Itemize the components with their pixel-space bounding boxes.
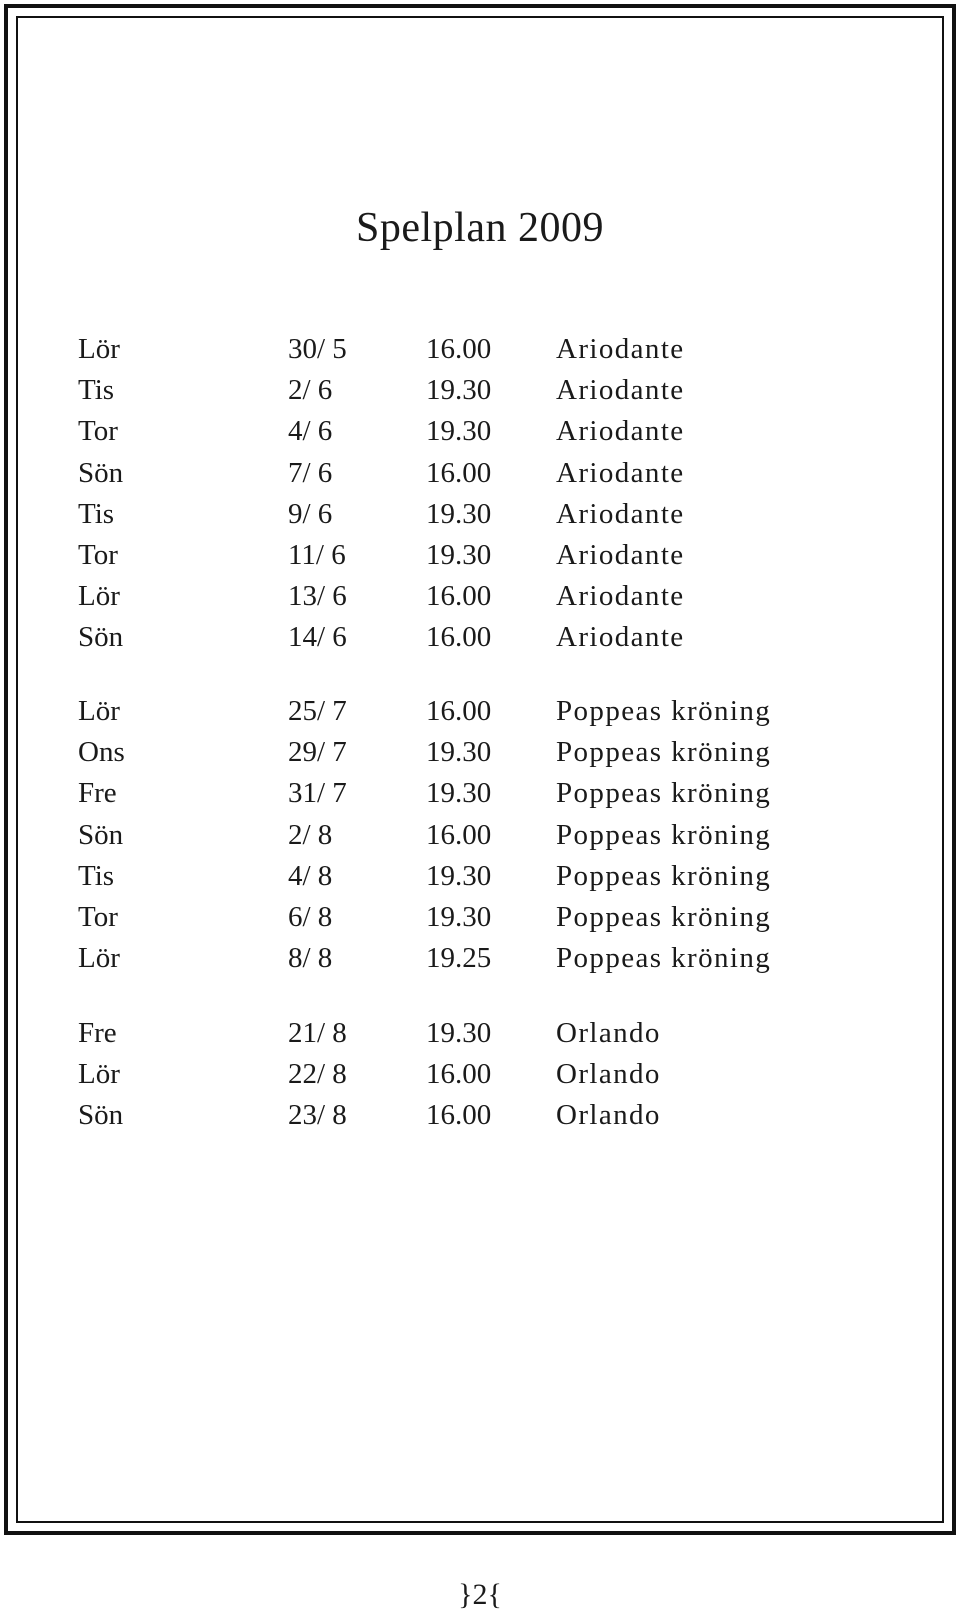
opera-cell: Ariodante bbox=[556, 374, 685, 407]
date-cell: 22/ 8 bbox=[288, 1058, 347, 1091]
date-cell: 21/ 8 bbox=[288, 1017, 347, 1049]
day-cell: Lör bbox=[78, 333, 120, 365]
day-cell: Lör bbox=[78, 1058, 120, 1091]
day-cell: Ons bbox=[78, 736, 125, 769]
page-number: }2{ bbox=[458, 1578, 502, 1611]
time-cell: 19.30 bbox=[426, 736, 492, 769]
time-cell: 16.00 bbox=[426, 333, 492, 365]
opera-cell: Poppeas kröning bbox=[556, 736, 772, 769]
day-cell: Sön bbox=[78, 1099, 124, 1132]
date-cell: 7/ 6 bbox=[288, 456, 333, 489]
time-cell: 16.00 bbox=[426, 580, 492, 613]
opera-cell: Orlando bbox=[556, 1099, 661, 1132]
time-cell: 16.00 bbox=[426, 818, 492, 851]
day-cell: Sön bbox=[78, 456, 124, 489]
day-cell: Tor bbox=[78, 538, 118, 571]
time-cell: 16.00 bbox=[426, 695, 492, 727]
date-cell: 31/ 7 bbox=[288, 777, 347, 810]
opera-cell: Ariodante bbox=[556, 580, 685, 613]
date-cell: 2/ 8 bbox=[288, 818, 333, 851]
date-cell: 4/ 6 bbox=[288, 415, 333, 448]
date-cell: 11/ 6 bbox=[288, 538, 346, 571]
date-cell: 6/ 8 bbox=[288, 900, 333, 933]
time-cell: 19.25 bbox=[426, 942, 492, 975]
day-cell: Lör bbox=[78, 942, 120, 975]
time-cell: 16.00 bbox=[426, 621, 492, 654]
date-cell: 30/ 5 bbox=[288, 333, 347, 365]
day-cell: Sön bbox=[78, 621, 124, 654]
date-cell: 13/ 6 bbox=[288, 580, 347, 613]
time-cell: 19.30 bbox=[426, 900, 492, 933]
date-cell: 14/ 6 bbox=[288, 621, 347, 654]
opera-cell: Ariodante bbox=[556, 456, 685, 489]
day-cell: Sön bbox=[78, 818, 124, 851]
time-cell: 19.30 bbox=[426, 415, 492, 448]
date-cell: 9/ 6 bbox=[288, 497, 333, 530]
opera-cell: Poppeas kröning bbox=[556, 859, 772, 892]
date-cell: 8/ 8 bbox=[288, 942, 333, 975]
time-cell: 19.30 bbox=[426, 859, 492, 892]
time-cell: 19.30 bbox=[426, 497, 492, 530]
time-cell: 16.00 bbox=[426, 1099, 492, 1132]
opera-cell: Ariodante bbox=[556, 333, 685, 365]
day-cell: Tor bbox=[78, 415, 118, 448]
day-cell: Fre bbox=[78, 777, 117, 810]
opera-cell: Ariodante bbox=[556, 415, 685, 448]
opera-cell: Poppeas kröning bbox=[556, 818, 772, 851]
time-cell: 16.00 bbox=[426, 1058, 492, 1091]
page-title: Spelplan 2009 bbox=[356, 205, 604, 251]
opera-cell: Orlando bbox=[556, 1058, 661, 1091]
time-cell: 19.30 bbox=[426, 1017, 492, 1049]
opera-cell: Poppeas kröning bbox=[556, 900, 772, 933]
time-cell: 19.30 bbox=[426, 374, 492, 407]
time-cell: 19.30 bbox=[426, 777, 492, 810]
time-cell: 16.00 bbox=[426, 456, 492, 489]
day-cell: Fre bbox=[78, 1017, 117, 1049]
opera-cell: Poppeas kröning bbox=[556, 695, 772, 727]
date-cell: 2/ 6 bbox=[288, 374, 333, 407]
opera-cell: Orlando bbox=[556, 1017, 661, 1049]
opera-cell: Ariodante bbox=[556, 497, 685, 530]
day-cell: Tor bbox=[78, 900, 118, 933]
day-cell: Tis bbox=[78, 497, 115, 530]
date-cell: 29/ 7 bbox=[288, 736, 347, 769]
opera-cell: Ariodante bbox=[556, 621, 685, 654]
day-cell: Lör bbox=[78, 695, 120, 727]
date-cell: 4/ 8 bbox=[288, 859, 333, 892]
opera-cell: Ariodante bbox=[556, 538, 685, 571]
time-cell: 19.30 bbox=[426, 538, 492, 571]
opera-cell: Poppeas kröning bbox=[556, 777, 772, 810]
date-cell: 25/ 7 bbox=[288, 695, 347, 727]
day-cell: Lör bbox=[78, 580, 120, 613]
opera-cell: Poppeas kröning bbox=[556, 942, 772, 975]
day-cell: Tis bbox=[78, 374, 115, 407]
date-cell: 23/ 8 bbox=[288, 1099, 347, 1132]
day-cell: Tis bbox=[78, 859, 115, 892]
